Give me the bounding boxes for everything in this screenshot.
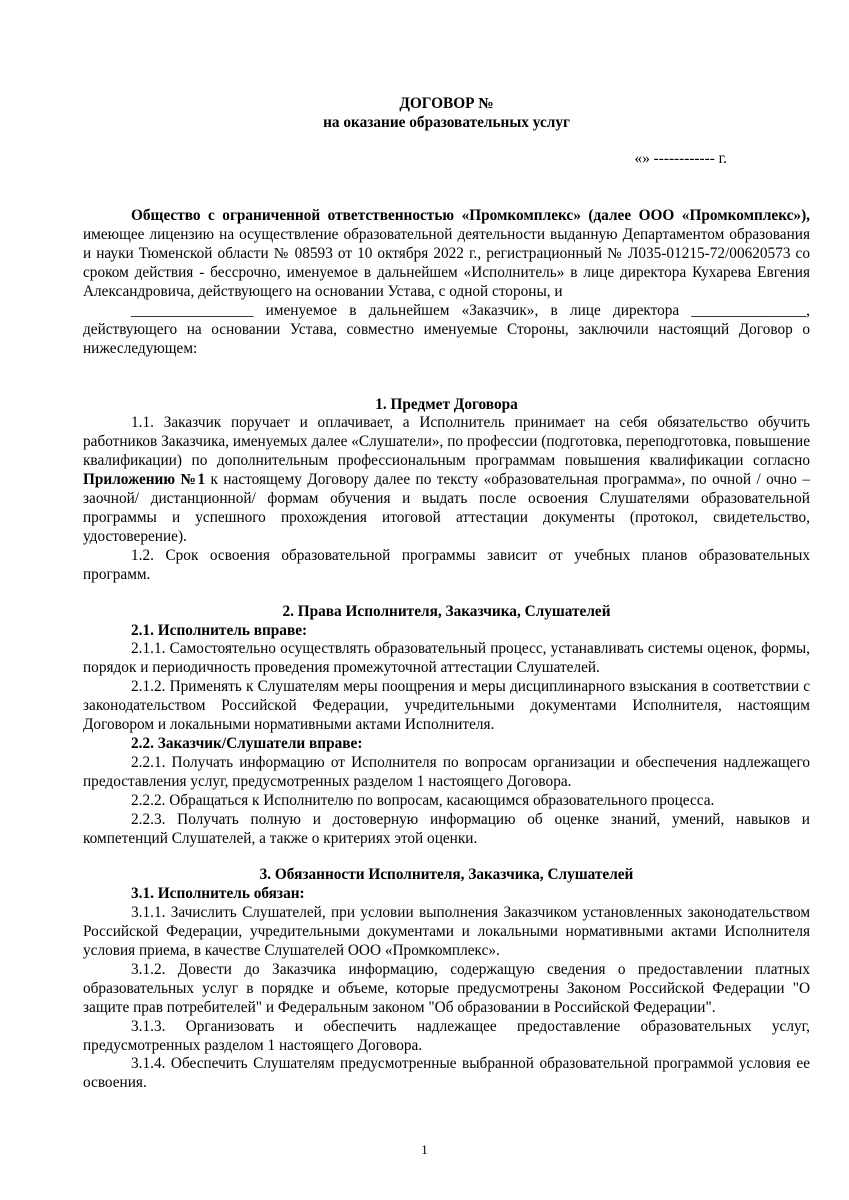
preamble-paragraph-2: ________________ именуемое в дальнейшем «Заказчик», в лице директора _______________, действующего на основании Устава, совместно именуемые Стороны, заключили настоящий Договор о нижеследующем: xyxy=(83,301,810,357)
subsection-2-2-title: 2.2. Заказчик/Слушатели вправе: xyxy=(131,734,363,752)
clause-3-1-4: 3.1.4. Обеспечить Слушателям предусмотренные выбранной образовательной программой условия ее освоения. xyxy=(83,1055,810,1092)
party-name-executor: Общество с ограниченной ответственностью «Промкомплекс» (далее ООО «Промкомплекс»), xyxy=(131,207,810,225)
clause-1-2: 1.2. Срок освоения образовательной программы зависит от учебных планов образовательных программ. xyxy=(83,546,810,583)
clause-3-1-3: 3.1.3. Организовать и обеспечить надлежащее предоставление образовательных услуг, предусмотренных разделом 1 настоящего Договора. xyxy=(83,1017,810,1054)
document-body xyxy=(83,94,810,1093)
page-number: 1 xyxy=(421,1142,428,1157)
clause-2-2-3: 2.2.3. Получать полную и достоверную информацию об оценке знаний, умений, навыков и компетенций Слушателей, а также о критериях этой оценки. xyxy=(83,810,810,847)
clause-3-1-2: 3.1.2. Довести до Заказчика информацию, содержащую сведения о предоставлении платных образовательных услуг в порядке и объеме, которые предусмотрены Законом Российской Федерации "О защите прав потребителей" и Федеральным законом "Об образовании в Российской Федерации". xyxy=(83,960,810,1016)
clause-2-1-1: 2.1.1. Самостоятельно осуществлять образовательный процесс, устанавливать системы оценок, формы, порядок и периодичность проведения промежуточной аттестации Слушателей. xyxy=(83,640,810,677)
clause-2-2-2: 2.2.2. Обращаться к Исполнителю по вопросам, касающимся образовательного процесса. xyxy=(131,791,715,809)
section-2-title: 2. Права Исполнителя, Заказчика, Слушателей xyxy=(282,602,611,620)
clause-2-2-1: 2.2.1. Получать информацию от Исполнителя по вопросам организации и обеспечения надлежащего предоставления услуг, предусмотренных разделом 1 настоящего Договора. xyxy=(83,753,810,790)
subsection-3-1-title: 3.1. Исполнитель обязан: xyxy=(131,885,305,903)
clause-2-1-2: 2.1.2. Применять к Слушателям меры поощрения и меры дисциплинарного взыскания в соответствии с законодательством Российской Федерации, учредительными документами Исполнителя, настоящим Договором и локальными нормативными актами Исполнителя. xyxy=(83,678,810,734)
section-3-title: 3. Обязанности Исполнителя, Заказчика, Слушателей xyxy=(259,866,634,884)
preamble-text: имеющее лицензию на осуществление образовательной деятельности выданную Департаментом образования и науки Тюменской области № 08593 от 10 октября 2022 г., регистрационный № Л035-01215-72/00620573 со сроком действия - бессрочно, именуемое в дальнейшем «Исполнитель» в лице директора Кухарева Евгения Александровича, действующего на основании Устава, с одной стороны, и xyxy=(83,226,810,300)
date-line: «» ------------ г. xyxy=(634,150,727,168)
subsection-2-1-title: 2.1. Исполнитель вправе: xyxy=(131,621,308,639)
preamble-paragraph-1 xyxy=(83,207,810,302)
clause-3-1-1: 3.1.1. Зачислить Слушателей, при условии выполнения Заказчиком установленных законодательством Российской Федерации, учредительными документами и локальными нормативными актами Исполнителя условия приема, в качестве Слушателей ООО «Промкомплекс». xyxy=(83,904,810,960)
contract-title: ДОГОВОР № xyxy=(399,95,494,112)
section-1-title: 1. Предмет Договора xyxy=(375,395,518,413)
appendix-reference: Приложению №1 xyxy=(83,471,206,489)
contract-subtitle: на оказание образовательных услуг xyxy=(323,114,570,132)
clause-1-1: 1.1. Заказчик поручает и оплачивает, а Исполнитель принимает на себя обязательство обучить работников Заказчика, именуемых далее «Слушатели», по профессии (подготовка, переподготовка, повышение квалификации) по дополнительным профессиональным программам повышения квалификации согласно Приложению №1 к настоящему Договору далее по тексту «образовательная программа», по очной / очно – заочной/ дистанционной/ формам обучения и выдать после освоения Слушателями образовательной программы и успешного прохождения итоговой аттестации документы (протокол, свидетельство, удостоверение). xyxy=(83,414,810,545)
